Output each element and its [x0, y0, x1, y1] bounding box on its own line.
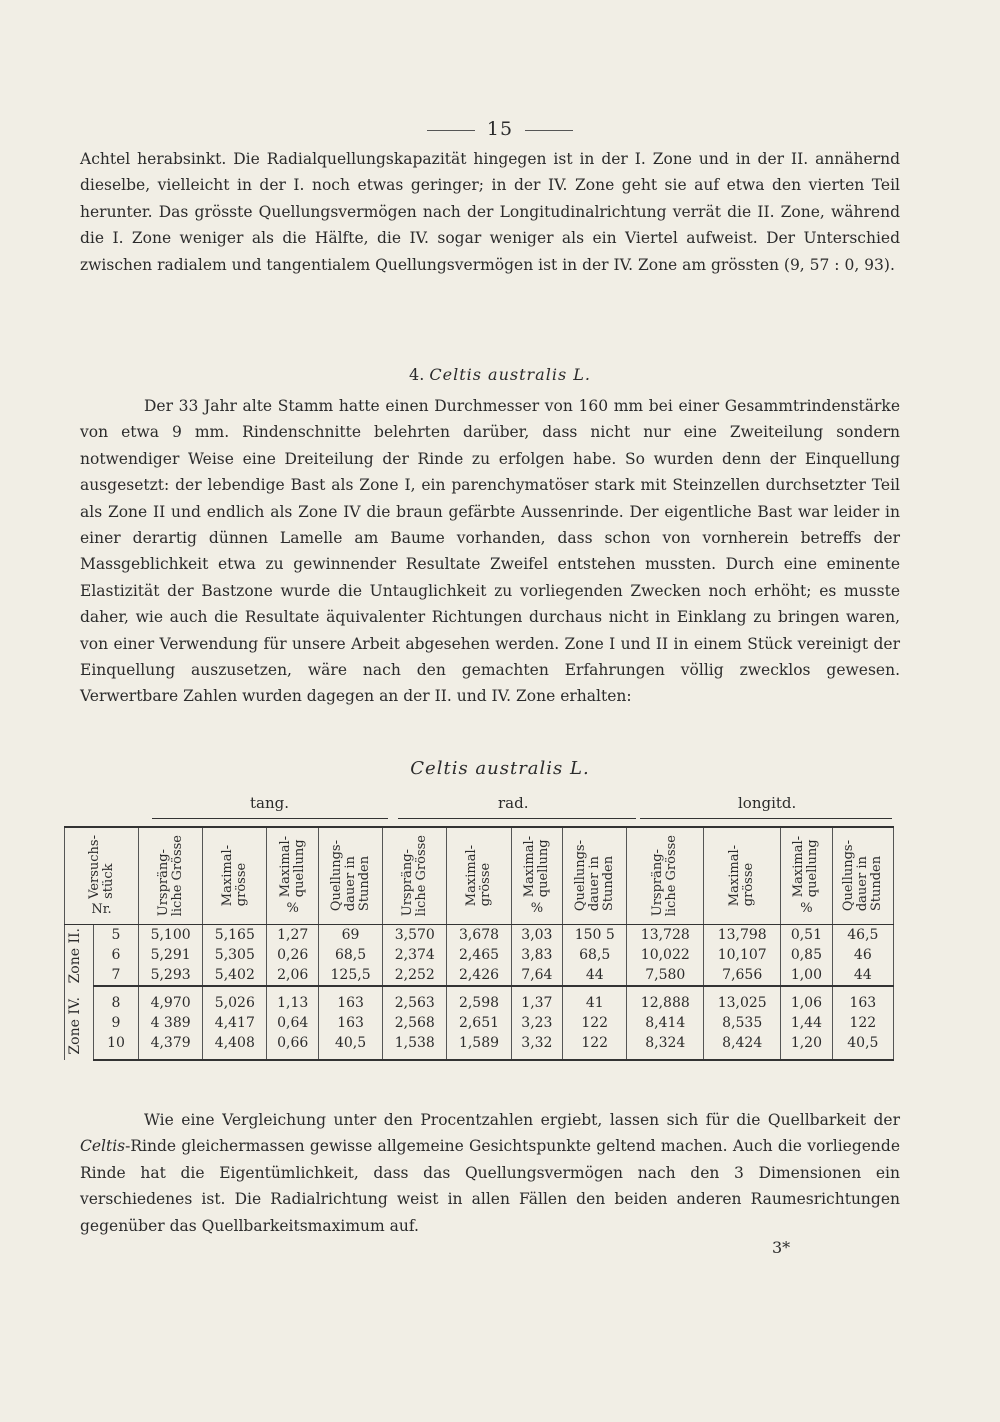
table-cell: 7,656: [704, 965, 781, 986]
table-cell: 1,44: [781, 1013, 833, 1033]
table-header-row: [65, 827, 894, 925]
table-cell: 2,651: [447, 1013, 511, 1033]
table-cell: 2,563: [383, 986, 447, 1013]
table-cell: 8,535: [704, 1013, 781, 1033]
signature-mark: 3*: [772, 1238, 791, 1257]
table-cell: 0,51: [781, 925, 833, 946]
table-cell: 68,5: [563, 945, 627, 965]
table-cell: 2,568: [383, 1013, 447, 1033]
zone-label: [65, 925, 94, 987]
header-col: Maximal- quellung %: [511, 827, 563, 925]
table-row: [65, 965, 894, 986]
cell-nr: 5: [94, 925, 139, 946]
dash-left: [427, 130, 475, 131]
table-cell: 46: [832, 945, 893, 965]
table-cell: 41: [563, 986, 627, 1013]
table-cell: 4,417: [203, 1013, 267, 1033]
table-row: [65, 945, 894, 965]
dash-right: [525, 130, 573, 131]
table-cell: 2,374: [383, 945, 447, 965]
table-cell: 122: [563, 1033, 627, 1060]
table-cell: 46,5: [832, 925, 893, 946]
header-col: Maximal- grösse: [447, 827, 511, 925]
table-cell: 1,37: [511, 986, 563, 1013]
table-cell: 5,293: [139, 965, 203, 986]
table-cell: 2,252: [383, 965, 447, 986]
table-cell: 10,022: [627, 945, 704, 965]
table-cell: 1,06: [781, 986, 833, 1013]
table-cell: 0,64: [267, 1013, 319, 1033]
table-cell: 0,85: [781, 945, 833, 965]
table-cell: 122: [563, 1013, 627, 1033]
table-cell: 3,83: [511, 945, 563, 965]
table-cell: 7,580: [627, 965, 704, 986]
table-cell: 5,402: [203, 965, 267, 986]
table-cell: 163: [318, 1013, 382, 1033]
cell-nr: 8: [94, 986, 139, 1013]
table-cell: 0,26: [267, 945, 319, 965]
header-col: Urspräng- liche Grösse: [627, 827, 704, 925]
section-heading: 4. Celtis australis L.: [409, 365, 591, 384]
table-cell: 2,598: [447, 986, 511, 1013]
zone-label-text: Zone II.: [67, 927, 83, 984]
header-col: Quellungs- dauer in Stunden: [563, 827, 627, 925]
table-cell: 125,5: [318, 965, 382, 986]
table-cell: 3,570: [383, 925, 447, 946]
header-col: Maximal- grösse: [704, 827, 781, 925]
table-cell: 4,408: [203, 1033, 267, 1060]
table-cell: 3,32: [511, 1033, 563, 1060]
header-col: Quellungs- dauer in Stunden: [832, 827, 893, 925]
table-cell: 8,424: [704, 1033, 781, 1060]
table-cell: 5,100: [139, 925, 203, 946]
group-label-long: longitd.: [738, 794, 797, 812]
cell-nr: 7: [94, 965, 139, 986]
table-row: [65, 1013, 894, 1033]
table-cell: 68,5: [318, 945, 382, 965]
table-row: [65, 1033, 894, 1060]
header-versuchsstueck: Versuchs- stück Nr.: [65, 827, 139, 925]
table-cell: 3,23: [511, 1013, 563, 1033]
table-cell: 1,20: [781, 1033, 833, 1060]
table-cell: 13,798: [704, 925, 781, 946]
table-cell: 3,678: [447, 925, 511, 946]
table-cell: 5,291: [139, 945, 203, 965]
table-cell: 1,589: [447, 1033, 511, 1060]
table-cell: 2,465: [447, 945, 511, 965]
table-cell: 2,06: [267, 965, 319, 986]
table-cell: 1,538: [383, 1033, 447, 1060]
paragraph-1: Achtel herabsinkt. Die Radialquellungskapazität hingegen ist in der I. Zone und in der II. annähernd dieselbe, vielleicht in der I. noch etwas geringer; in der IV. Zone geht sie auf etwa den vierten Teil herunter. Das grösste Quellungsvermögen nach der Longitudinalrichtung verrät die II. Zone, während die I. Zone weniger als die Hälfte, die IV. sogar weniger als ein Viertel aufweist. Der Unterschied zwischen radialem und tangentialem Quellungsvermögen ist in der IV. Zone am grössten (9, 57 : 0, 93).: [80, 150, 900, 274]
header-col: Maximal- grösse: [203, 827, 267, 925]
paragraph-2: Der 33 Jahr alte Stamm hatte einen Durchmesser von 160 mm bei einer Gesammtrindenstärke von etwa 9 mm. Rindenschnitte belehrten darüber, dass nicht nur eine Zweiteilung sondern notwendiger Weise eine Dreiteilung der Rinde zu erfolgen habe. So wurden denn der Einquellung ausgesetzt: der lebendige Bast als Zone I, ein parenchymatöser stark mit Steinzellen durchsetzter Teil als Zone II und endlich als Zone IV die braun gefärbte Aussenrinde. Der eigentliche Bast war leider in einer derartig dünnen Lamelle am Baume vorhanden, dass schon von vornherein betreffs der Massgeblichkeit etwa zu gewinnender Resultate Zweifel entstehen mussten. Durch eine eminente Elastizität der Bastzone wurde die Untauglichkeit zu vorliegenden Zwecken noch erhöht; es musste daher, wie auch die Resultate äquivalenter Richtungen durchaus nicht in Einklang zu bringen waren, von einer Verwendung für unsere Arbeit abgesehen werden. Zone I und II in einem Stück vereinigt der Einquellung auszusetzen, wäre nach den gemachten Erfahrungen völlig zwecklos gewesen. Verwertbare Zahlen wurden dagegen an der II. und IV. Zone erhalten:: [80, 397, 900, 706]
cell-nr: 9: [94, 1013, 139, 1033]
zone-label-text: Zone IV.: [67, 997, 83, 1055]
table-cell: 10,107: [704, 945, 781, 965]
group-label-rad: rad.: [498, 794, 529, 812]
header-col: Maximal- quellung %: [267, 827, 319, 925]
zone-4-rows: [65, 986, 894, 1060]
table-cell: 40,5: [832, 1033, 893, 1060]
table-cell: 150 5: [563, 925, 627, 946]
table-cell: 13,728: [627, 925, 704, 946]
table-cell: 163: [318, 986, 382, 1013]
cell-nr: 10: [94, 1033, 139, 1060]
group-label-tang: tang.: [250, 794, 290, 812]
table-cell: 5,026: [203, 986, 267, 1013]
table-row: [65, 986, 894, 1013]
table-cell: 122: [832, 1013, 893, 1033]
header-col: Urspräng- liche Grösse: [139, 827, 203, 925]
table-cell: 5,165: [203, 925, 267, 946]
data-table: [64, 826, 894, 1061]
table-cell: 4 389: [139, 1013, 203, 1033]
table-cell: 69: [318, 925, 382, 946]
zone-2-rows: [65, 925, 894, 987]
table-cell: 1,27: [267, 925, 319, 946]
table-cell: 1,13: [267, 986, 319, 1013]
table-cell: 1,00: [781, 965, 833, 986]
table-cell: 4,379: [139, 1033, 203, 1060]
table-cell: 8,414: [627, 1013, 704, 1033]
zone-label: [65, 986, 94, 1060]
table-cell: 0,66: [267, 1033, 319, 1060]
table-cell: 44: [563, 965, 627, 986]
page-number: 15: [0, 118, 1000, 140]
table-cell: 163: [832, 986, 893, 1013]
table-cell: 4,970: [139, 986, 203, 1013]
header-col: Urspräng- liche Grösse: [383, 827, 447, 925]
table-cell: 7,64: [511, 965, 563, 986]
table-cell: 40,5: [318, 1033, 382, 1060]
table-caption: Celtis australis L.: [410, 758, 590, 779]
table-cell: 8,324: [627, 1033, 704, 1060]
table-cell: 5,305: [203, 945, 267, 965]
paragraph-3: Wie eine Vergleichung unter den Procentzahlen ergiebt, lassen sich für die Quellbarkeit der Celtis-Rinde gleichermassen gewisse allgemeine Gesichtspunkte geltend machen. Auch die vorliegende Rinde hat die Eigentümlichkeit, dass das Quellungsvermögen nach den 3 Dimensionen ein verschiedenes ist. Die Radialrichtung weist in allen Fällen den beiden anderen Raumesrichtungen gegenüber das Quellbarkeitsmaximum auf.: [80, 1111, 900, 1235]
table-cell: 3,03: [511, 925, 563, 946]
table-cell: 44: [832, 965, 893, 986]
header-col: Quellungs- dauer in Stunden: [318, 827, 382, 925]
header-col: Maximal- quellung %: [781, 827, 833, 925]
cell-nr: 6: [94, 945, 139, 965]
table-cell: 2,426: [447, 965, 511, 986]
table-row: [65, 925, 894, 946]
table-cell: 12,888: [627, 986, 704, 1013]
table-cell: 13,025: [704, 986, 781, 1013]
